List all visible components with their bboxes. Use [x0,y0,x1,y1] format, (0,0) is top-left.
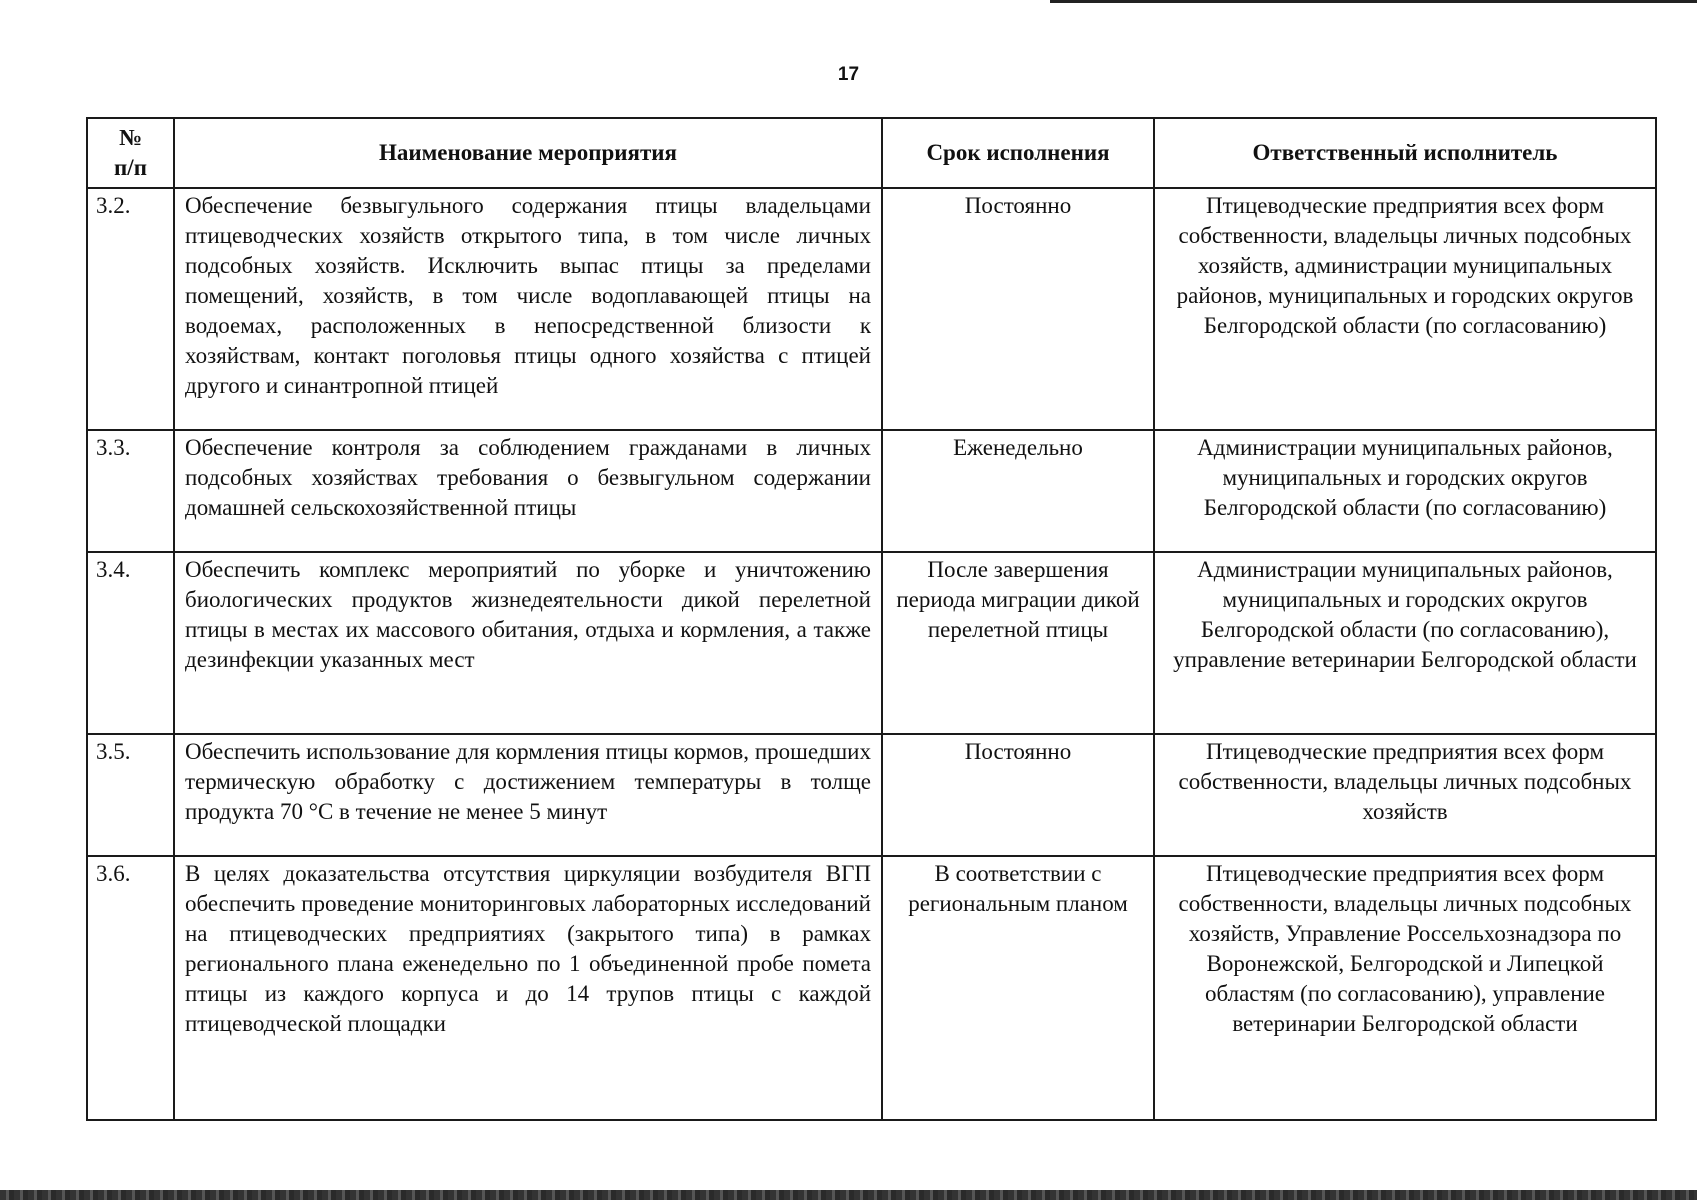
row-responsible: Администрации муниципальных районов, муниципальных и городских округов Белгородской области (по согласованию) [1154,430,1656,552]
row-term: Еженедельно [882,430,1154,552]
row-responsible: Птицеводческие предприятия всех форм собственности, владельцы личных подсобных хозяйств [1154,734,1656,856]
header-name: Наименование мероприятия [174,118,882,188]
row-number: 3.2. [87,188,174,430]
row-measure-name: Обеспечение безвыгульного содержания птицы владельцами птицеводческих хозяйств открытого типа, в том числе личных подсобных хозяйств. Исключить выпас птицы за пределами помещений, хозяйств, в том числе водоплавающей птицы на водоемах, расположенных в непосредственной близости к хозяйствам, контакт поголовья птицы одного хозяйства с птицей другого и синантропной птицей [174,188,882,430]
header-term: Срок исполнения [882,118,1154,188]
page-number: 17 [837,64,860,85]
row-number: 3.5. [87,734,174,856]
row-number: 3.3. [87,430,174,552]
table-row [87,188,1656,430]
row-measure-name: Обеспечение контроля за соблюдением гражданами в личных подсобных хозяйствах требования о безвыгульном содержании домашней сельскохозяйственной птицы [174,430,882,552]
header-number-line2: п/п [114,155,147,180]
header-number-line1: № [118,125,143,150]
header-number [87,118,174,188]
header-responsible: Ответственный исполнитель [1154,118,1656,188]
table-header-row [87,118,1656,188]
row-measure-name: В целях доказательства отсутствия циркуляции возбудителя ВГП обеспечить проведение мониторинговых лабораторных исследований на птицеводческих предприятиях (закрытого типа) в рамках регионального плана еженедельно по 1 объединенной пробе помета птицы из каждого корпуса и до 14 трупов птицы с каждой птицеводческой площадки [174,856,882,1120]
row-term: После завершения периода миграции дикой перелетной птицы [882,552,1154,734]
table-row [87,734,1656,856]
scan-bottom-edge-band [0,1190,1697,1200]
row-number: 3.4. [87,552,174,734]
row-term: Постоянно [882,734,1154,856]
row-responsible: Птицеводческие предприятия всех форм собственности, владельцы личных подсобных хозяйств, администрации муниципальных районов, муниципальных и городских округов Белгородской области (по согласованию) [1154,188,1656,430]
row-responsible: Птицеводческие предприятия всех форм собственности, владельцы личных подсобных хозяйств, Управление Россельхознадзора по Воронежской, Белгородской и Липецкой областям (по согласованию), управление ветеринарии Белгородской области [1154,856,1656,1120]
table-row [87,552,1656,734]
scan-top-edge-line [1050,0,1697,3]
row-term: В соответствии с региональным планом [882,856,1154,1120]
table-row [87,430,1656,552]
row-term: Постоянно [882,188,1154,430]
row-measure-name: Обеспечить использование для кормления птицы кормов, прошедших термическую обработку с достижением температуры в толще продукта 70 °C в течение не менее 5 минут [174,734,882,856]
row-number: 3.6. [87,856,174,1120]
row-measure-name: Обеспечить комплекс мероприятий по уборке и уничтожению биологических продуктов жизнедеятельности дикой перелетной птицы в местах их массового обитания, отдыха и кормления, а также дезинфекции указанных мест [174,552,882,734]
table-row [87,856,1656,1120]
row-responsible: Администрации муниципальных районов, муниципальных и городских округов Белгородской области (по согласованию), управление ветеринарии Белгородской области [1154,552,1656,734]
measures-table [86,117,1657,1121]
